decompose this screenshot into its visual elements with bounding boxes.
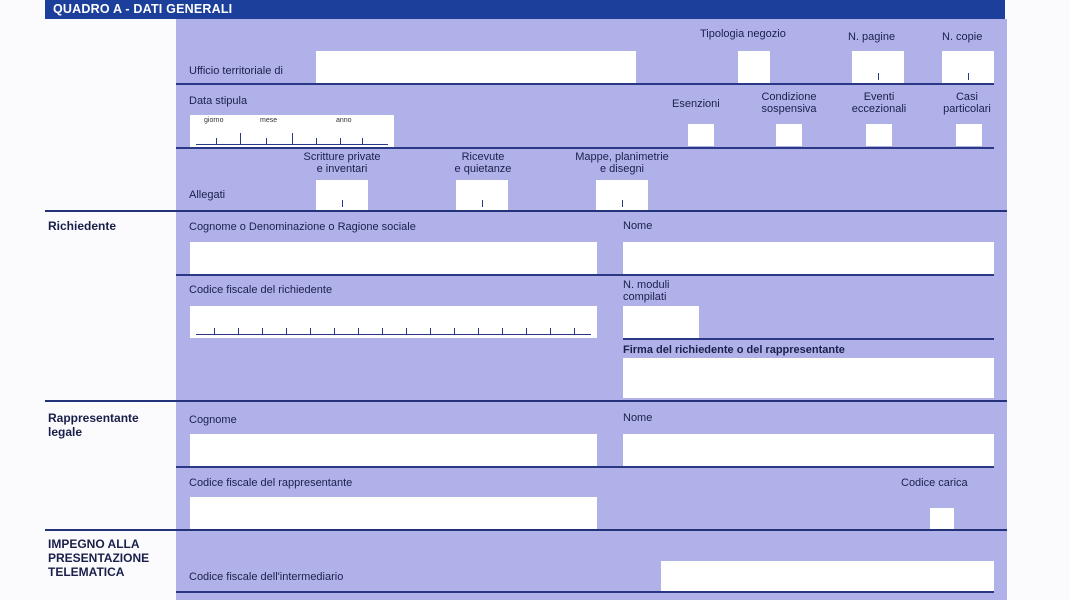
rappresentante-nome-field[interactable] <box>623 434 994 466</box>
ufficio-territoriale-label: Ufficio territoriale di <box>189 65 283 77</box>
data-stipula-field[interactable] <box>190 115 394 148</box>
rappresentante-cognome-label: Cognome <box>189 414 237 426</box>
richiedente-codice-fiscale-label: Codice fiscale del richiedente <box>189 284 333 296</box>
firma-richiedente-label: Firma del richiedente o del rappresentante <box>623 344 845 356</box>
n-moduli-compilati-label: N. moduli compilati <box>623 279 670 303</box>
section-label-richiedente: Richiedente <box>48 219 117 233</box>
section-label-impegno: IMPEGNO ALLA PRESENTAZIONE TELEMATICA <box>48 537 150 579</box>
scritture-private-field[interactable] <box>316 180 368 210</box>
condizione-sospensiva-label: Condizione sospensiva <box>761 91 817 115</box>
ufficio-territoriale-field[interactable] <box>316 51 636 83</box>
eventi-eccezionali-field[interactable] <box>866 124 892 146</box>
n-pagine-label: N. pagine <box>848 31 896 43</box>
data-stipula-label: Data stipula <box>189 95 248 107</box>
n-copie-field[interactable] <box>942 51 994 83</box>
casi-particolari-field[interactable] <box>956 124 982 146</box>
section-separator <box>45 529 1007 531</box>
richiedente-nome-field[interactable] <box>623 242 994 274</box>
section-header-quadro-a: QUADRO A - DATI GENERALI <box>45 0 1005 19</box>
divider <box>176 83 994 85</box>
rappresentante-codice-fiscale-label: Codice fiscale del rappresentante <box>189 477 353 489</box>
divider <box>176 591 994 593</box>
casi-particolari-label: Casi particolari <box>943 91 991 115</box>
scritture-private-label: Scritture private e inventari <box>303 151 381 175</box>
mappe-planimetrie-field[interactable] <box>596 180 648 210</box>
rappresentante-cognome-field[interactable] <box>190 434 597 466</box>
rappresentante-nome-label: Nome <box>623 412 653 424</box>
intermediario-codice-fiscale-field[interactable] <box>661 561 994 591</box>
richiedente-nome-label: Nome <box>623 220 653 232</box>
anno-label: anno <box>336 117 352 124</box>
tipologia-negozio-label: Tipologia negozio <box>700 28 786 40</box>
richiedente-cognome-label: Cognome o Denominazione o Ragione sociale <box>189 221 416 233</box>
mese-label: mese <box>260 117 278 124</box>
esenzioni-field[interactable] <box>688 124 714 146</box>
codice-carica-field[interactable] <box>930 508 954 529</box>
divider <box>176 147 994 149</box>
esenzioni-label: Esenzioni <box>672 98 720 110</box>
section-separator <box>45 210 1007 212</box>
richiedente-codice-fiscale-field[interactable] <box>190 306 597 338</box>
ricevute-quietanze-label: Ricevute e quietanze <box>454 151 512 175</box>
eventi-eccezionali-label: Eventi eccezionali <box>851 91 907 115</box>
codice-carica-label: Codice carica <box>901 477 968 489</box>
section-label-rappresentante: Rappresentante legale <box>48 411 139 439</box>
condizione-sospensiva-field[interactable] <box>776 124 802 146</box>
divider <box>176 466 994 468</box>
divider <box>176 274 994 276</box>
divider <box>623 338 994 340</box>
allegati-label: Allegati <box>189 189 226 201</box>
section-separator <box>45 400 1007 402</box>
n-moduli-compilati-field[interactable] <box>623 306 699 338</box>
firma-richiedente-field[interactable] <box>623 358 994 398</box>
intermediario-codice-fiscale-label: Codice fiscale dell'intermediario <box>189 571 344 583</box>
richiedente-cognome-field[interactable] <box>190 242 597 274</box>
n-pagine-field[interactable] <box>852 51 904 83</box>
n-copie-label: N. copie <box>942 31 983 43</box>
giorno-label: giorno <box>204 117 224 124</box>
ricevute-quietanze-field[interactable] <box>456 180 508 210</box>
rappresentante-codice-fiscale-field[interactable] <box>190 497 597 529</box>
tipologia-negozio-field[interactable] <box>738 51 770 83</box>
mappe-planimetrie-label: Mappe, planimetrie e disegni <box>575 151 669 175</box>
